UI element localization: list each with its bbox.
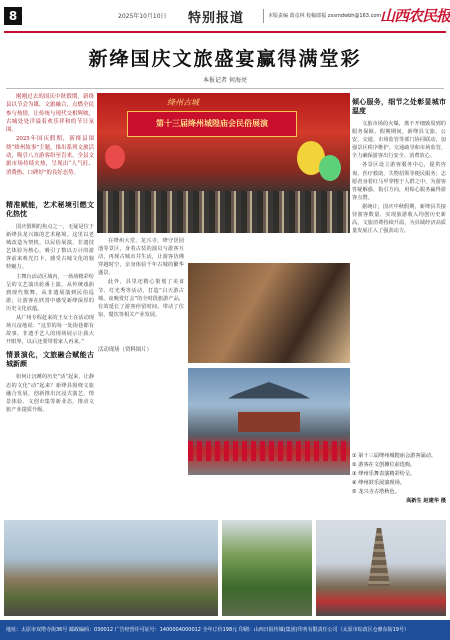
main-stage-photo bbox=[97, 93, 350, 233]
body-paragraph: 如何让沉睡的历史“活”起来，让静态的文化“动”起来？新绛县围绕文旅融合发展，创新推出沉浸式演艺、情景体验、文创市集等新业态，推动文旅产业提质升级。 bbox=[6, 374, 95, 413]
balloon-decoration bbox=[105, 145, 125, 169]
body-paragraph: 文旅市场的火爆，离不开细致周到的服务保障。假期期间，新绛县文旅、公安、交通、市场监管等部门协同联动，加强景区秩序维护、交通疏导和市场监管，全力确保游客出行安全、消费放心。 bbox=[352, 121, 446, 160]
tree-landscape-photo bbox=[222, 520, 312, 616]
balloon-decoration bbox=[319, 155, 341, 181]
photo-caption: ① 第十三届绛州城隍庙会游客涌动。 bbox=[352, 453, 437, 459]
page-header bbox=[0, 0, 450, 32]
lead-paragraph: 2025年国庆假期，新绛县围绕“绛州故事”主题，推出系列文旅活动，吸引八方游客纷至沓来，全县文旅市场持续火热，呈现出“人气旺、消费热、口碑好”的良好态势。 bbox=[6, 136, 94, 176]
section-heading: 情景演化，文旅融合赋能古城新颜 bbox=[6, 351, 94, 369]
photo-caption: ② 游客在文创摊位前选购。 bbox=[352, 462, 416, 468]
masthead-logo: 山西农民报 bbox=[380, 7, 450, 25]
page-footer: 地址：太原市双塔寺街36号 邮政编码：030012 广告经营许可证号：1400004000012 全年订价198元 印刷：山西日报传媒(集团)印务有限责任公司（太原市综改区仓鼎东街19号） bbox=[0, 620, 450, 640]
lead-paragraph: 刚刚过去的国庆中秋假期，新绛县以节会为媒，文旅融合，点燃全民参与热情，让传统与现代交相辉映，古城处处洋溢着欢乐祥和的节日氛围。 bbox=[6, 94, 94, 134]
body-paragraph: 在绛州大堂、龙兴寺、绛守居园池等景区，身着古装的演员与游客互动，再现古城市井生活，让游客仿佛穿越时空，亲身体验千年古城的繁华盛景。 bbox=[98, 238, 184, 277]
photographer-credit: 高新生 赵建华 摄 bbox=[406, 498, 446, 504]
editor-credits: 本版责编 葛彦林 校稿郎福 zxsmdwbh@163.com bbox=[268, 13, 382, 19]
photo-intro-caption: 活动现场（资料图片） bbox=[98, 347, 152, 353]
article-headline: 新绛国庆文旅盛宴赢得满堂彩 bbox=[88, 48, 362, 70]
body-paragraph: 主舞台活动区域内，一场场精彩纷呈的文艺演出轮番上演，从传统戏曲到现代歌舞，从非遗展演到民俗巡游，让游客在欣赏中感受新绛深厚的历史文化底蕴。 bbox=[6, 273, 94, 312]
column-middle bbox=[98, 237, 184, 320]
performers bbox=[188, 441, 350, 461]
body-paragraph: 国庆假期的焦点之一，无疑是位于新绛县龙兴镇的艺术秘境。这里以老城改造为契机，以民俗展演、非遗技艺体验为核心，吸引了数以万计的游客前来观光打卡，感受古城文化的独特魅力。 bbox=[6, 224, 94, 271]
stage-banner: 第十三届绛州城隍庙会民俗展演 bbox=[127, 111, 297, 137]
stage-subtitle: 绛州古城 bbox=[167, 98, 199, 107]
issue-date: 2025年10月10日 bbox=[118, 13, 167, 20]
ancient-gate-photo bbox=[4, 520, 218, 616]
page-number: 8 bbox=[4, 7, 22, 25]
pavilion-performance-photo bbox=[188, 368, 350, 475]
body-paragraph: 据统计，国庆中秋假期，新绛县共接待游客数量、实现旅游收入均创历史新高，文旅消费持续升温，为县域经济高质量发展注入了强劲动力。 bbox=[352, 203, 446, 235]
article-lead bbox=[6, 93, 94, 178]
pagoda bbox=[368, 528, 390, 586]
photo-caption: ④ 绛州鼓乐展演现场。 bbox=[352, 480, 405, 486]
pagoda-photo bbox=[316, 520, 446, 616]
column-right bbox=[352, 93, 446, 236]
column-left bbox=[6, 196, 94, 415]
pavilion-base bbox=[238, 412, 300, 432]
section-heading: 精准赋能，艺术秘境引燃文化热忱 bbox=[6, 201, 94, 218]
crowd bbox=[97, 191, 350, 233]
photo-caption: ③ 绛州乐舞表演精彩纷呈。 bbox=[352, 471, 416, 477]
header-divider bbox=[263, 9, 264, 23]
pavilion-roof bbox=[228, 382, 310, 412]
body-paragraph: 此外，县里还精心策划了美食节、灯光秀等活动，打造“白天游古城、夜晚赏灯会”的全时段旅游产品，有效延长了游客停留时间，带动了住宿、餐饮等相关产业发展。 bbox=[98, 279, 184, 318]
section-heading: 倾心服务，细节之处彰显城市温度 bbox=[352, 98, 446, 115]
section-title: 特别报道 bbox=[188, 11, 245, 26]
photo-caption: ⑤ 龙兴寺古塔秋色。 bbox=[352, 489, 400, 495]
headline-divider bbox=[6, 88, 444, 89]
body-paragraph: 从广州专程赶来的王女士在活动现场兴奋地说：“这里的每一处街巷都有故事，非遗手艺人的现场展示让我大开眼界，以后还要带着家人再来。” bbox=[6, 315, 94, 346]
photo-captions bbox=[352, 452, 446, 506]
article-byline: 本报记者 何海亮 bbox=[203, 77, 247, 84]
header-rule bbox=[4, 31, 446, 33]
crafts-market-photo bbox=[188, 263, 350, 363]
body-paragraph: 各景区设立游客服务中心，提供咨询、医疗救助、失物招领等便民服务；志愿者身着红马甲穿梭于人群之中，为游客答疑解惑、指引方向，用贴心服务赢得游客点赞。 bbox=[352, 162, 446, 201]
